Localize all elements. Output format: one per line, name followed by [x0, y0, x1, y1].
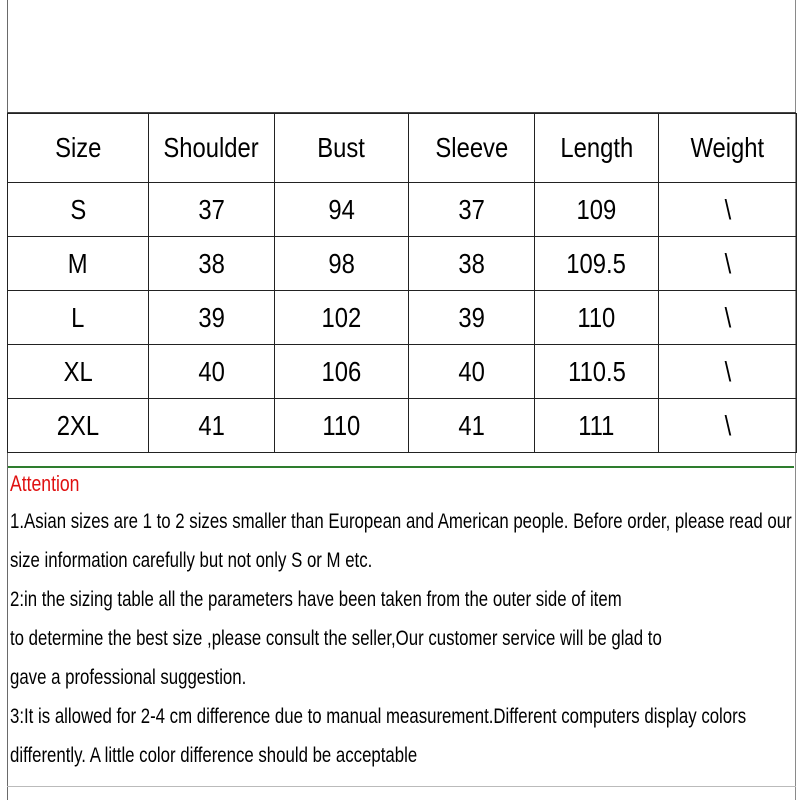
- cell-bust: 94: [275, 183, 409, 237]
- table-header-row: [8, 114, 797, 183]
- note-line: 1.Asian sizes are 1 to 2 sizes smaller than European and American people. Before order, please read our: [10, 510, 792, 533]
- cell-sleeve: 39: [409, 291, 535, 345]
- table-row: [8, 399, 797, 453]
- note-line: gave a professional suggestion.: [10, 666, 247, 689]
- cell-length: 109.5: [535, 237, 659, 291]
- header-weight: Weight: [659, 114, 797, 183]
- cell-length: 109: [535, 183, 659, 237]
- cell-bust: 102: [275, 291, 409, 345]
- cell-weight: \: [659, 183, 797, 237]
- header-sleeve: Sleeve: [409, 114, 535, 183]
- cell-sleeve: 37: [409, 183, 535, 237]
- cell-length: 110: [535, 291, 659, 345]
- size-chart-table: [7, 113, 797, 453]
- cell-size: L: [8, 291, 149, 345]
- cell-size: S: [8, 183, 149, 237]
- cell-sleeve: 41: [409, 399, 535, 453]
- cell-weight: \: [659, 291, 797, 345]
- cell-size: XL: [8, 345, 149, 399]
- note-line: differently. A little color difference should be acceptable: [10, 744, 418, 767]
- table-row: [8, 183, 797, 237]
- header-length: Length: [535, 114, 659, 183]
- top-blank-area: [7, 0, 796, 114]
- cell-shoulder: 37: [149, 183, 275, 237]
- cell-sleeve: 38: [409, 237, 535, 291]
- cell-shoulder: 39: [149, 291, 275, 345]
- cell-size: M: [8, 237, 149, 291]
- header-size: Size: [8, 114, 149, 183]
- table-row: [8, 237, 797, 291]
- cell-bust: 106: [275, 345, 409, 399]
- cell-bust: 98: [275, 237, 409, 291]
- cell-shoulder: 40: [149, 345, 275, 399]
- bottom-divider: [7, 786, 796, 787]
- cell-length: 110.5: [535, 345, 659, 399]
- note-line: size information carefully but not only S or M etc.: [10, 549, 373, 572]
- cell-length: 111: [535, 399, 659, 453]
- attention-notes: [8, 466, 794, 786]
- note-line: to determine the best size ,please consult the seller,Our customer service will be glad to: [10, 627, 662, 650]
- note-line: 2:in the sizing table all the parameters have been taken from the outer side of item: [10, 588, 622, 611]
- table-row: [8, 291, 797, 345]
- cell-weight: \: [659, 345, 797, 399]
- header-bust: Bust: [275, 114, 409, 183]
- cell-weight: \: [659, 399, 797, 453]
- cell-size: 2XL: [8, 399, 149, 453]
- cell-shoulder: 41: [149, 399, 275, 453]
- cell-bust: 110: [275, 399, 409, 453]
- note-line: 3:It is allowed for 2-4 cm difference due to manual measurement.Different computers display colors: [10, 705, 747, 728]
- table-row: [8, 345, 797, 399]
- cell-weight: \: [659, 237, 797, 291]
- cell-sleeve: 40: [409, 345, 535, 399]
- cell-shoulder: 38: [149, 237, 275, 291]
- header-shoulder: Shoulder: [149, 114, 275, 183]
- attention-heading: Attention: [10, 471, 80, 496]
